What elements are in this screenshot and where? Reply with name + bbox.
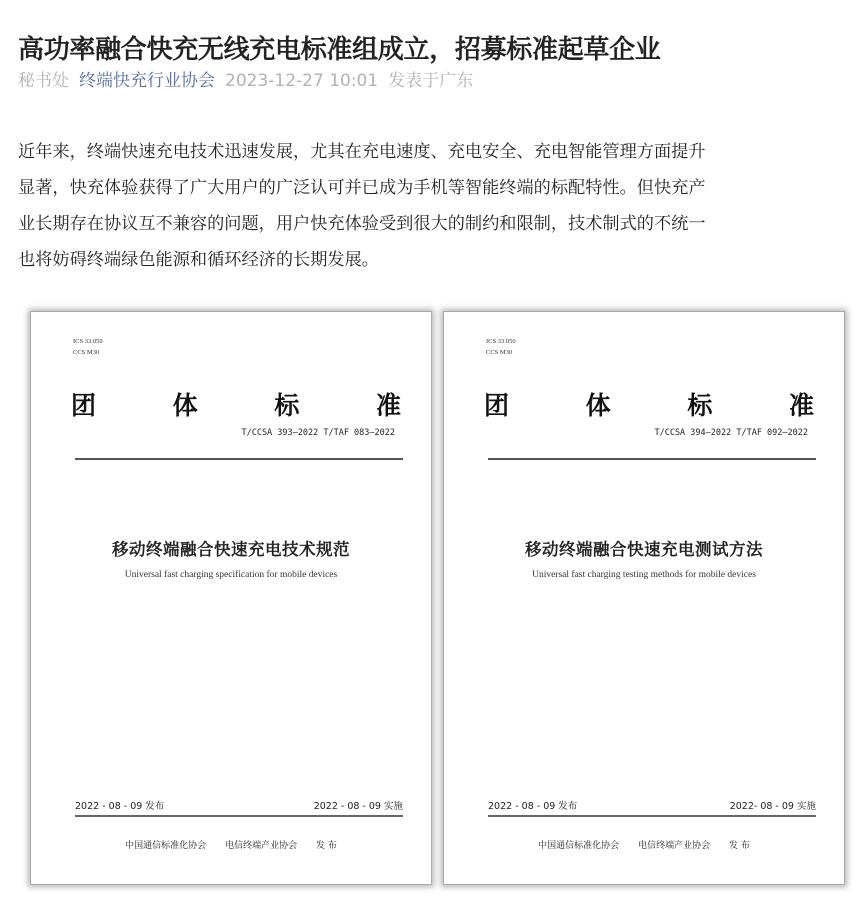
publish-label: 发 布 — [315, 841, 337, 851]
heading-char: 准 — [375, 391, 401, 420]
release-date: 2022 - 08 - 09 发布 — [488, 801, 578, 812]
classification-codes — [486, 336, 516, 358]
heading-char: 团 — [71, 391, 97, 420]
heading-char: 体 — [585, 391, 611, 420]
article-title: 高功率融合快充无线充电标准组成立，招募标准起草企业 — [18, 35, 661, 66]
date-row — [488, 798, 816, 817]
classification-codes — [73, 336, 103, 358]
heading-char: 标 — [687, 391, 713, 420]
document-title: 移动终端融合快速充电测试方法 — [525, 540, 763, 559]
paragraph-line: 显著，快充体验获得了广大用户的广泛认可并已成为手机等智能终端的标配特性。但快充产 — [18, 178, 706, 198]
divider — [75, 458, 403, 460]
heading-char: 准 — [788, 391, 814, 420]
article-meta — [18, 67, 483, 95]
document-subtitle: Universal fast charging testing methods for mobile devices — [532, 570, 756, 580]
standards-cover-image[interactable] — [22, 306, 856, 896]
publish-location: 发表于广东 — [388, 71, 474, 91]
divider — [488, 458, 816, 460]
publisher: 电信终端产业协会 — [225, 841, 298, 851]
date-row — [75, 798, 403, 817]
heading-char: 标 — [274, 391, 300, 420]
publisher: 中国通信标准化协会 — [538, 841, 620, 851]
publisher: 中国通信标准化协会 — [125, 841, 207, 851]
effective-date: 2022- 08 - 09 实施 — [729, 801, 816, 812]
document-subtitle: Universal fast charging specification for mobile devices — [124, 570, 338, 580]
publisher: 电信终端产业协会 — [638, 841, 711, 851]
ics-code: ICS 33.050 — [486, 338, 516, 345]
heading-char: 团 — [484, 391, 510, 420]
paragraph-line: 业长期存在协议互不兼容的问题，用户快充体验受到很大的制约和限制，技术制式的不统一 — [18, 214, 706, 234]
group-standard-heading — [71, 386, 401, 422]
paragraph-line: 也将妨碍终端绿色能源和循环经济的长期发展。 — [18, 250, 379, 270]
publish-datetime: 2023-12-27 10:01 — [225, 71, 379, 91]
publish-label: 发 布 — [728, 841, 750, 851]
paragraph-line: 近年来，终端快速充电技术迅速发展，尤其在充电速度、充电安全、充电智能管理方面提升 — [18, 142, 706, 162]
ics-code: ICS 33.050 — [73, 338, 103, 345]
heading-char: 体 — [172, 391, 198, 420]
account-link[interactable]: 终端快充行业协会 — [79, 71, 215, 91]
document-title: 移动终端融合快速充电技术规范 — [112, 540, 350, 559]
publishers — [444, 838, 844, 851]
effective-date: 2022 - 08 - 09 实施 — [313, 801, 403, 812]
release-date: 2022 - 08 - 09 发布 — [75, 801, 165, 812]
standard-cover-test — [444, 312, 844, 884]
group-standard-heading — [484, 386, 814, 422]
standard-cover-spec — [31, 312, 431, 884]
standard-number: T/CCSA 394—2022 T/TAF 092—2022 — [654, 428, 808, 438]
publishers — [31, 838, 431, 851]
ccs-code: CCS M30 — [486, 349, 513, 356]
ccs-code: CCS M30 — [73, 349, 100, 356]
article-paragraph — [18, 134, 866, 278]
standard-number: T/CCSA 393—2022 T/TAF 083—2022 — [241, 428, 395, 438]
author-name: 秘书处 — [18, 71, 69, 91]
